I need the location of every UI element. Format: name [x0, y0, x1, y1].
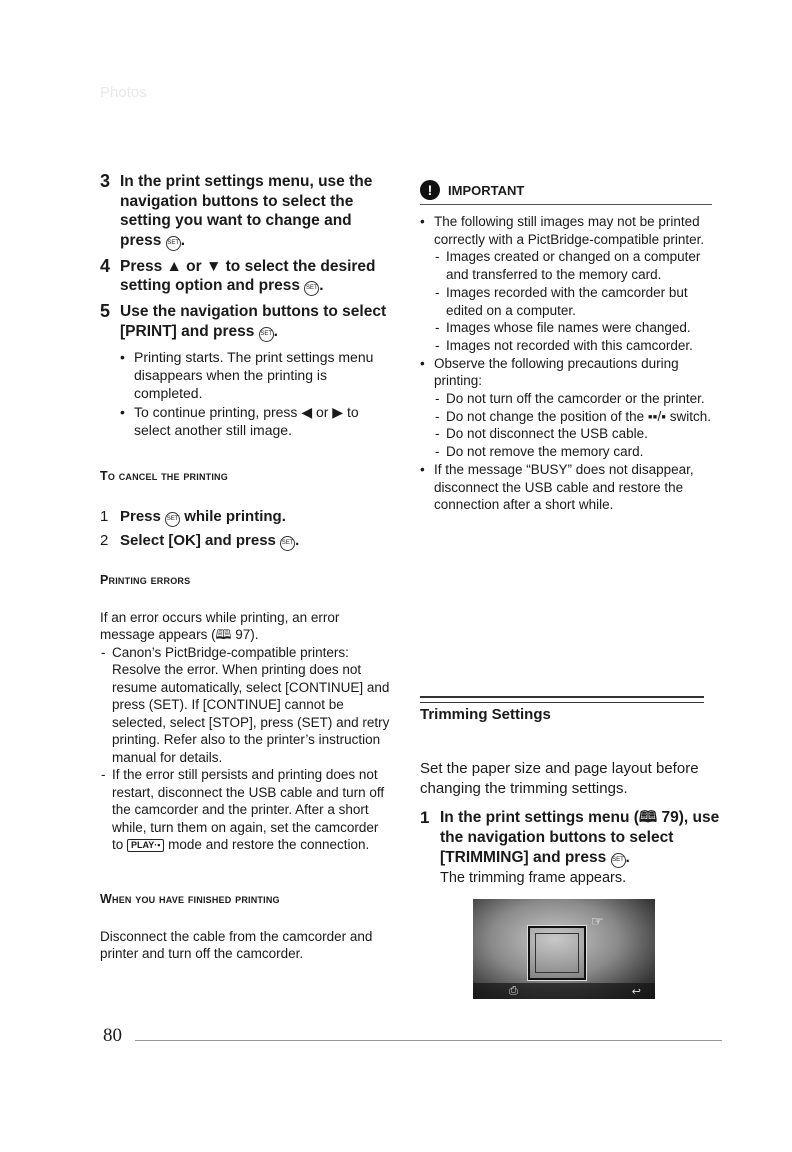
step-4: 4 Press ▲ or ▼ to select the desired setting option and press SET .	[100, 255, 376, 294]
step-text: Use the navigation buttons to select [PRINT] and press	[120, 303, 387, 340]
trimming-frame-inner	[535, 933, 579, 973]
important-bullet-text: Observe the following precautions during printing:	[434, 355, 679, 389]
error-item: - Canon’s PictBridge-compatible printers: Resolve the error. When printing does not resume automatically, select [CONTINUE] and press (SET). If [CONTINUE] cannot be selected, select [STOP], press (SET) and retry printing. Refer also to the printer’s instruction manual for details.	[100, 644, 390, 767]
cancel-steps	[100, 507, 390, 551]
footer-rule	[135, 1040, 722, 1041]
error-item	[100, 766, 390, 854]
page-number: 80	[103, 1025, 122, 1046]
set-button-icon: SET	[280, 536, 295, 551]
set-button-icon: SET	[259, 327, 274, 342]
step-text: In the print settings menu (🕮 79), use the navigation buttons to select [TRIMMING] and press	[440, 809, 720, 866]
cancel-heading: To cancel the printing	[100, 468, 228, 483]
important-list	[420, 213, 712, 514]
section-tab: Photos	[100, 84, 147, 101]
step-text: In the print settings menu, use the navigation buttons to select the setting you want to change and press	[120, 173, 373, 249]
important-bullet-text: The following still images may not be printed correctly with a PictBridge-compatible printer.	[434, 214, 705, 247]
step-5: 5 Use the navigation buttons to select [PRINT] and press SET .	[100, 301, 387, 340]
important-bullet: • If the message “BUSY” does not disappear, disconnect the USB cable and restore the connection after a short while.	[420, 461, 712, 514]
step-text: Select [OK] and press	[120, 531, 276, 549]
left-column	[100, 172, 390, 963]
errors-heading: Printing errors	[100, 572, 191, 587]
finished-heading: When you have finished printing	[100, 891, 280, 906]
step-text: Press	[120, 507, 161, 525]
step-5-bullets	[120, 348, 390, 439]
important-sublist	[434, 390, 712, 461]
section-divider	[420, 696, 704, 703]
print-icon: ⎙	[509, 985, 518, 997]
error-item-text: If the error still persists and printing does not restart, disconnect the USB cable and turn off the camcorder and the printer. After a short while, turn them on again, set the camcorder to	[112, 767, 385, 852]
screen-bottom-bar	[473, 983, 655, 999]
trimming-step-1	[420, 808, 720, 888]
important-header	[420, 180, 712, 205]
important-sub-item: - Images recorded with the camcorder but edited on a computer.	[434, 284, 712, 319]
trimming-title: Trimming Settings	[420, 706, 551, 723]
play-mode-icon: PLAY·▪	[127, 839, 164, 852]
important-sub-item: - Do not disconnect the USB cable.	[434, 425, 712, 443]
error-item-text-after: mode and restore the connection.	[168, 837, 370, 852]
step-3: 3 In the print settings menu, use the navigation buttons to select the setting you want to change and press SET .	[100, 171, 373, 249]
step-text-after: .	[625, 849, 630, 866]
step-text-after: while printing.	[184, 507, 286, 525]
step-text-after: .	[295, 531, 300, 549]
important-sublist	[434, 248, 712, 354]
important-box	[420, 180, 712, 514]
important-title: IMPORTANT	[448, 182, 525, 198]
step-number: 3	[100, 171, 111, 191]
important-sub-item: - Images not recorded with this camcorder.	[434, 337, 712, 355]
step-number: 1	[100, 507, 109, 525]
zoom-icon: ☞	[591, 913, 604, 929]
return-icon: ↩	[631, 986, 641, 998]
important-sub-item: - Images created or changed on a computer and transferred to the memory card.	[434, 248, 712, 283]
step-note: The trimming frame appears.	[440, 870, 627, 886]
important-sub-item: - Do not turn off the camcorder or the printer.	[434, 390, 712, 408]
step-text: Press ▲ or ▼ to select the desired setting option and press	[120, 257, 376, 294]
trimming-screen-image	[473, 899, 655, 999]
important-bullet	[420, 213, 712, 355]
cancel-step-2	[100, 531, 390, 551]
important-sub-item: - Do not remove the memory card.	[434, 443, 712, 461]
cancel-step-1	[100, 507, 390, 527]
bullet-item: • Printing starts. The print settings menu disappears when the printing is completed.	[120, 348, 390, 402]
set-button-icon: SET	[304, 281, 319, 296]
set-button-icon: SET	[166, 236, 181, 251]
step-number: 5	[100, 301, 111, 321]
bullet-item: • To continue printing, press ◀ or ▶ to select another still image.	[120, 403, 390, 439]
important-sub-item: - Do not change the position of the ▪▪/▪ switch.	[434, 408, 712, 426]
step-number: 1	[420, 808, 430, 827]
step-number: 4	[100, 255, 111, 276]
important-sub-item: - Images whose file names were changed.	[434, 319, 712, 337]
errors-intro: If an error occurs while printing, an error message appears (🕮 97).	[100, 609, 340, 642]
important-bullet	[420, 355, 712, 461]
important-icon: !	[420, 180, 440, 200]
errors-list	[100, 644, 390, 854]
set-button-icon: SET	[165, 512, 180, 527]
finished-text: Disconnect the cable from the camcorder and printer and turn off the camcorder.	[100, 928, 373, 961]
trimming-intro: Set the paper size and page layout before changing the trimming settings.	[420, 760, 699, 797]
set-button-icon: SET	[611, 853, 626, 868]
step-number: 2	[100, 531, 109, 549]
